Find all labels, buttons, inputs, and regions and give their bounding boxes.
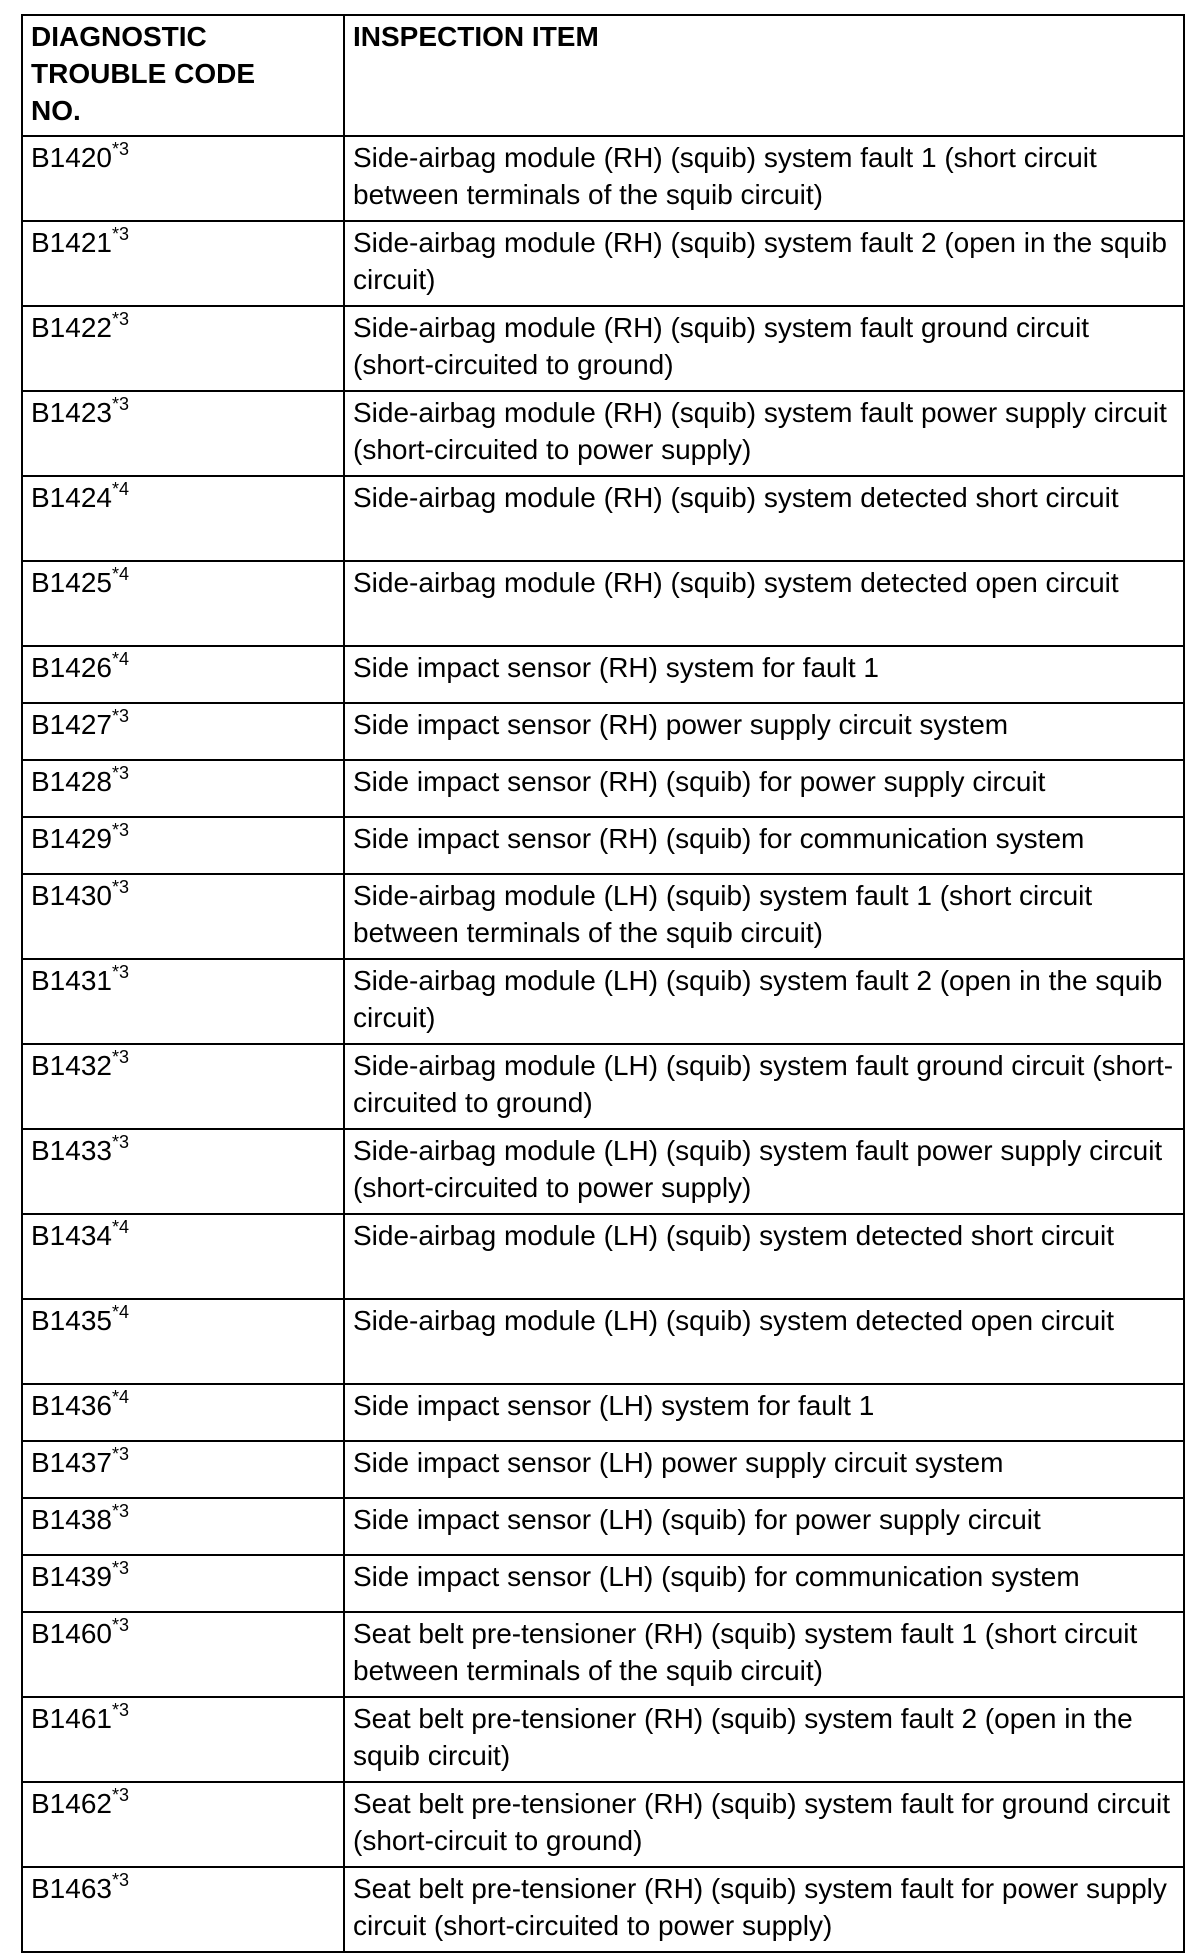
footnote-marker: *3 — [111, 139, 129, 159]
dtc-code-cell — [22, 1441, 344, 1498]
header-inspection-item: INSPECTION ITEM — [344, 15, 1184, 136]
inspection-item-cell: Side-airbag module (RH) (squib) system fault 1 (short circuit between terminals of the squib circuit) — [344, 136, 1184, 221]
inspection-item-cell: Side impact sensor (RH) system for fault 1 — [344, 646, 1184, 703]
table-row — [22, 874, 1184, 959]
table-row — [22, 136, 1184, 221]
dtc-code-cell — [22, 476, 344, 561]
dtc-code: B1434 — [31, 1220, 112, 1251]
inspection-item-cell: Side impact sensor (LH) system for fault 1 — [344, 1384, 1184, 1441]
inspection-item-cell: Side impact sensor (LH) power supply circuit system — [344, 1441, 1184, 1498]
dtc-code: B1437 — [31, 1447, 112, 1478]
table-row — [22, 817, 1184, 874]
table-row — [22, 476, 1184, 561]
dtc-code: B1435 — [31, 1305, 112, 1336]
dtc-code: B1429 — [31, 823, 112, 854]
inspection-item-cell: Side-airbag module (LH) (squib) system fault 2 (open in the squib circuit) — [344, 959, 1184, 1044]
table-row — [22, 306, 1184, 391]
table-row — [22, 1867, 1184, 1952]
table-row — [22, 1782, 1184, 1867]
header-row — [22, 15, 1184, 136]
dtc-code: B1425 — [31, 567, 112, 598]
footnote-marker: *3 — [111, 1700, 129, 1720]
dtc-code: B1438 — [31, 1504, 112, 1535]
footnote-marker: *4 — [111, 564, 129, 584]
dtc-code-cell — [22, 1498, 344, 1555]
table-row — [22, 1384, 1184, 1441]
dtc-code: B1420 — [31, 142, 112, 173]
dtc-code-cell — [22, 1044, 344, 1129]
dtc-code: B1421 — [31, 227, 112, 258]
dtc-code-cell — [22, 1612, 344, 1697]
dtc-code-cell — [22, 221, 344, 306]
inspection-item-cell: Side-airbag module (LH) (squib) system detected open circuit — [344, 1299, 1184, 1384]
dtc-code-cell — [22, 306, 344, 391]
header-code: DIAGNOSTIC TROUBLE CODE NO. — [22, 15, 344, 136]
inspection-item-cell: Side impact sensor (RH) (squib) for communication system — [344, 817, 1184, 874]
table-row — [22, 1612, 1184, 1697]
dtc-code-cell — [22, 1129, 344, 1214]
footnote-marker: *3 — [111, 224, 129, 244]
footnote-marker: *3 — [111, 962, 129, 982]
inspection-item-cell: Side-airbag module (RH) (squib) system detected open circuit — [344, 561, 1184, 646]
footnote-marker: *3 — [111, 1870, 129, 1890]
table-row — [22, 1299, 1184, 1384]
inspection-item-cell: Seat belt pre-tensioner (RH) (squib) system fault for ground circuit (short-circuit to ground) — [344, 1782, 1184, 1867]
inspection-item-cell: Seat belt pre-tensioner (RH) (squib) system fault for power supply circuit (short-circuited to power supply) — [344, 1867, 1184, 1952]
table-row — [22, 646, 1184, 703]
inspection-item-cell: Side-airbag module (RH) (squib) system fault power supply circuit (short-circuited to power supply) — [344, 391, 1184, 476]
dtc-code: B1422 — [31, 312, 112, 343]
footnote-marker: *3 — [111, 394, 129, 414]
table-row — [22, 1044, 1184, 1129]
table-row — [22, 760, 1184, 817]
table-row — [22, 1441, 1184, 1498]
footnote-marker: *3 — [111, 1132, 129, 1152]
dtc-code-cell — [22, 136, 344, 221]
table-row — [22, 1498, 1184, 1555]
footnote-marker: *3 — [111, 1558, 129, 1578]
footnote-marker: *4 — [111, 1387, 129, 1407]
inspection-item-cell: Seat belt pre-tensioner (RH) (squib) system fault 2 (open in the squib circuit) — [344, 1697, 1184, 1782]
dtc-code: B1462 — [31, 1788, 112, 1819]
dtc-code: B1431 — [31, 965, 112, 996]
table-row — [22, 703, 1184, 760]
dtc-code: B1436 — [31, 1390, 112, 1421]
footnote-marker: *3 — [111, 820, 129, 840]
dtc-code-cell — [22, 1214, 344, 1299]
footnote-marker: *3 — [111, 1047, 129, 1067]
table-row — [22, 1555, 1184, 1612]
footnote-marker: *4 — [111, 1302, 129, 1322]
footnote-marker: *4 — [111, 1217, 129, 1237]
dtc-code: B1426 — [31, 652, 112, 683]
dtc-code-cell — [22, 646, 344, 703]
footnote-marker: *3 — [111, 1444, 129, 1464]
dtc-code-cell — [22, 391, 344, 476]
inspection-item-cell: Side-airbag module (RH) (squib) system detected short circuit — [344, 476, 1184, 561]
table-row — [22, 561, 1184, 646]
dtc-code-cell — [22, 703, 344, 760]
inspection-item-cell: Seat belt pre-tensioner (RH) (squib) system fault 1 (short circuit between terminals of the squib circuit) — [344, 1612, 1184, 1697]
dtc-code-cell — [22, 1555, 344, 1612]
inspection-item-cell: Side impact sensor (RH) power supply circuit system — [344, 703, 1184, 760]
dtc-code-cell — [22, 760, 344, 817]
inspection-item-cell: Side-airbag module (LH) (squib) system fault 1 (short circuit between terminals of the squib circuit) — [344, 874, 1184, 959]
dtc-code-cell — [22, 1697, 344, 1782]
dtc-code-cell — [22, 817, 344, 874]
dtc-code: B1432 — [31, 1050, 112, 1081]
table-row — [22, 221, 1184, 306]
dtc-code-cell — [22, 1867, 344, 1952]
dtc-code: B1428 — [31, 766, 112, 797]
dtc-code: B1461 — [31, 1703, 112, 1734]
dtc-code: B1460 — [31, 1618, 112, 1649]
dtc-code-cell — [22, 1384, 344, 1441]
table-row — [22, 959, 1184, 1044]
inspection-item-cell: Side-airbag module (LH) (squib) system fault ground circuit (short-circuited to ground) — [344, 1044, 1184, 1129]
footnote-marker: *3 — [111, 309, 129, 329]
dtc-code: B1433 — [31, 1135, 112, 1166]
footnote-marker: *3 — [111, 1501, 129, 1521]
inspection-item-cell: Side impact sensor (LH) (squib) for communication system — [344, 1555, 1184, 1612]
dtc-code-cell — [22, 561, 344, 646]
footnote-marker: *3 — [111, 1785, 129, 1805]
table-row — [22, 1697, 1184, 1782]
inspection-item-cell: Side-airbag module (RH) (squib) system fault ground circuit (short-circuited to ground) — [344, 306, 1184, 391]
footnote-marker: *3 — [111, 706, 129, 726]
dtc-code-cell — [22, 1299, 344, 1384]
dtc-table — [21, 14, 1185, 1953]
dtc-code-cell — [22, 959, 344, 1044]
footnote-marker: *3 — [111, 877, 129, 897]
inspection-item-cell: Side impact sensor (LH) (squib) for power supply circuit — [344, 1498, 1184, 1555]
inspection-item-cell: Side-airbag module (RH) (squib) system fault 2 (open in the squib circuit) — [344, 221, 1184, 306]
footnote-marker: *4 — [111, 479, 129, 499]
dtc-code: B1439 — [31, 1561, 112, 1592]
dtc-code: B1424 — [31, 482, 112, 513]
dtc-code-cell — [22, 1782, 344, 1867]
footnote-marker: *3 — [111, 1615, 129, 1635]
table-row — [22, 391, 1184, 476]
inspection-item-cell: Side impact sensor (RH) (squib) for power supply circuit — [344, 760, 1184, 817]
footnote-marker: *4 — [111, 649, 129, 669]
inspection-item-cell: Side-airbag module (LH) (squib) system detected short circuit — [344, 1214, 1184, 1299]
dtc-code-cell — [22, 874, 344, 959]
table-row — [22, 1214, 1184, 1299]
dtc-code: B1430 — [31, 880, 112, 911]
dtc-code: B1423 — [31, 397, 112, 428]
table-row — [22, 1129, 1184, 1214]
dtc-code: B1463 — [31, 1873, 112, 1904]
footnote-marker: *3 — [111, 763, 129, 783]
dtc-code: B1427 — [31, 709, 112, 740]
inspection-item-cell: Side-airbag module (LH) (squib) system fault power supply circuit (short-circuited to power supply) — [344, 1129, 1184, 1214]
